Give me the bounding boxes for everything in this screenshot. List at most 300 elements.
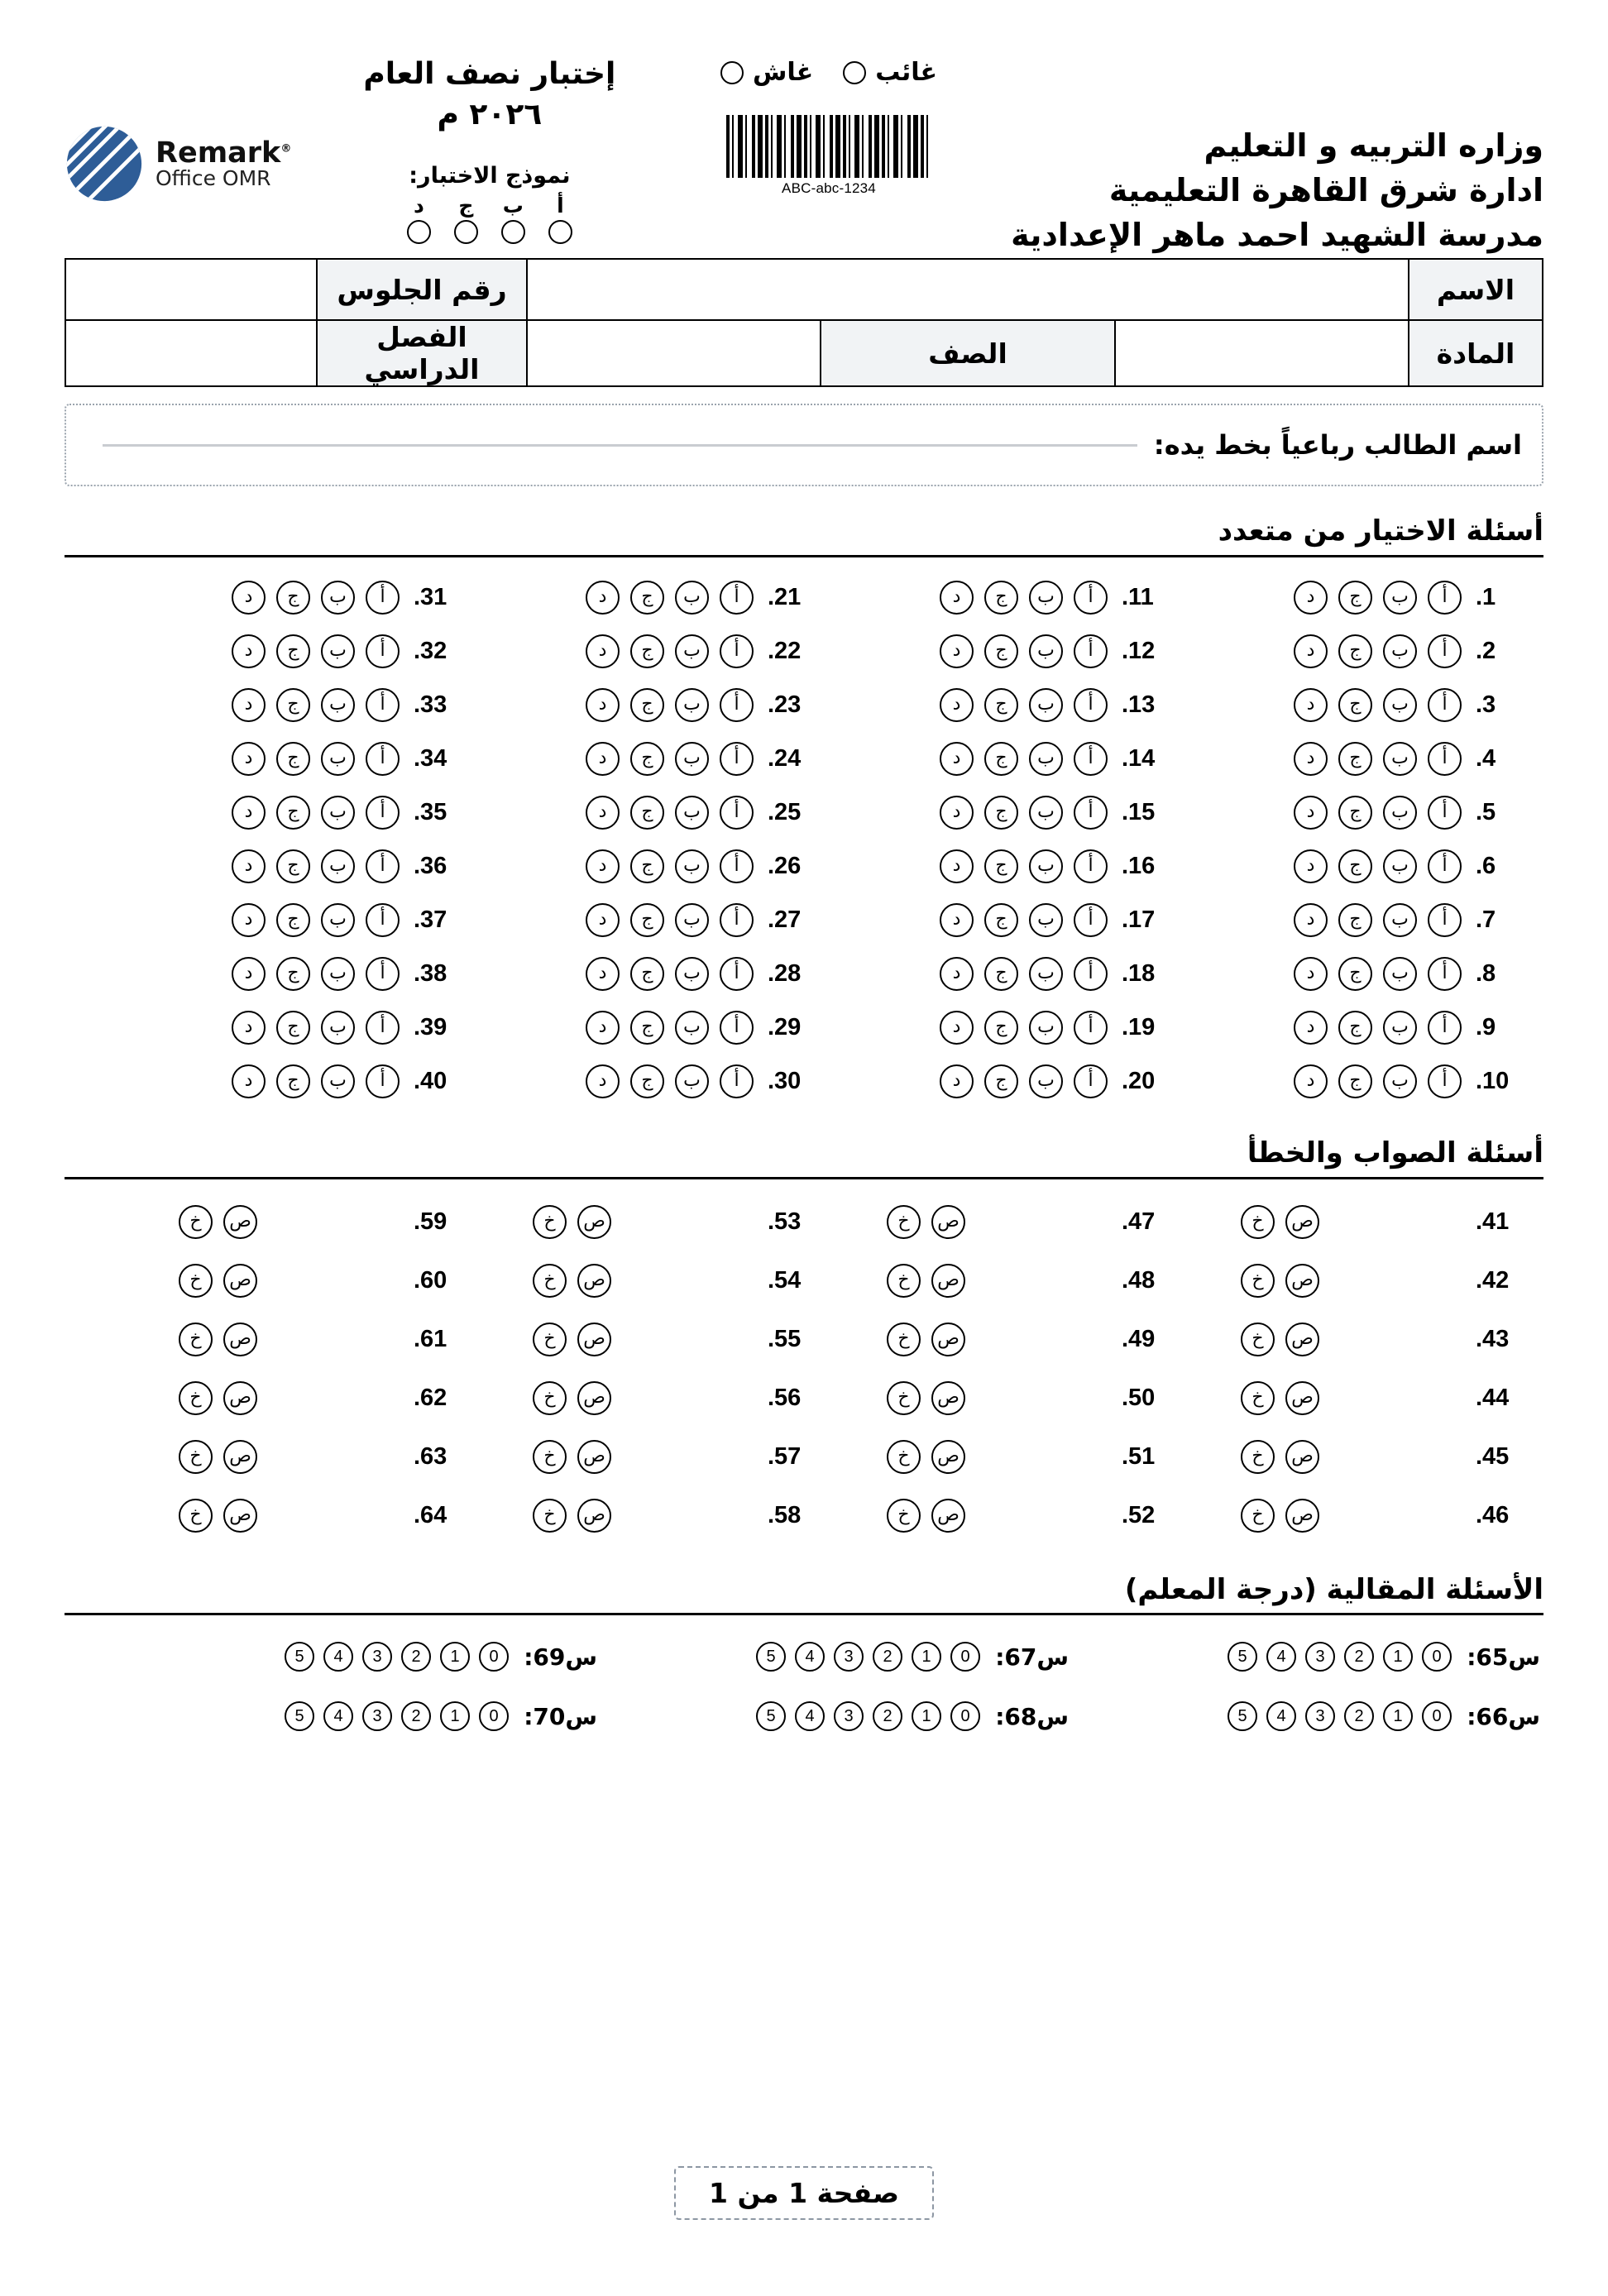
value-term[interactable]: [65, 320, 317, 386]
answer-bubble[interactable]: 4: [1266, 1701, 1296, 1731]
answer-bubble[interactable]: 3: [362, 1701, 392, 1731]
answer-bubble[interactable]: ص: [1285, 1499, 1319, 1533]
answer-bubble[interactable]: 5: [285, 1701, 314, 1731]
answer-bubble[interactable]: خ: [887, 1264, 921, 1298]
answer-bubble[interactable]: أ: [720, 1064, 754, 1098]
answer-bubble[interactable]: د: [232, 634, 266, 668]
answer-bubble[interactable]: خ: [179, 1499, 213, 1533]
answer-bubble[interactable]: ب: [1383, 634, 1417, 668]
answer-bubble[interactable]: أ: [366, 1011, 400, 1045]
answer-bubble[interactable]: د: [586, 634, 620, 668]
answer-bubble[interactable]: ج: [630, 1011, 664, 1045]
answer-bubble[interactable]: د: [1294, 796, 1328, 830]
answer-bubble[interactable]: 0: [479, 1642, 509, 1672]
answer-bubble[interactable]: أ: [1428, 688, 1462, 722]
form-version-option-d[interactable]: [407, 195, 431, 244]
question-number: .49: [1122, 1325, 1156, 1352]
answer-bubble[interactable]: ج: [276, 849, 310, 883]
answer-bubble[interactable]: د: [1294, 1064, 1328, 1098]
form-version-bubble-d[interactable]: [407, 220, 431, 244]
essay-grid: [65, 1627, 1543, 1746]
essay-section-rule: [65, 1613, 1543, 1615]
answer-bubble[interactable]: ب: [1029, 1064, 1063, 1098]
answer-bubble[interactable]: 5: [285, 1642, 314, 1672]
answer-bubble[interactable]: د: [940, 957, 974, 991]
answer-bubble[interactable]: د: [1294, 634, 1328, 668]
answer-bubble[interactable]: أ: [1074, 742, 1108, 776]
answer-bubble[interactable]: أ: [1428, 796, 1462, 830]
answer-bubble[interactable]: خ: [1241, 1205, 1275, 1239]
answer-bubble[interactable]: ب: [1383, 957, 1417, 991]
answer-bubble[interactable]: د: [1294, 581, 1328, 615]
answer-bubble[interactable]: 2: [1344, 1642, 1374, 1672]
answer-bubble[interactable]: ب: [321, 634, 355, 668]
answer-bubble[interactable]: أ: [1074, 903, 1108, 937]
answer-bubble[interactable]: أ: [366, 581, 400, 615]
answer-bubble[interactable]: ص: [223, 1323, 257, 1356]
answer-bubble[interactable]: أ: [1074, 1064, 1108, 1098]
answer-bubble[interactable]: ج: [1338, 688, 1372, 722]
answer-bubble[interactable]: ج: [630, 742, 664, 776]
answer-bubble[interactable]: ص: [223, 1264, 257, 1298]
answer-bubble[interactable]: أ: [366, 957, 400, 991]
question-number: .56: [768, 1384, 802, 1411]
answer-bubble[interactable]: 2: [1344, 1701, 1374, 1731]
answer-bubble[interactable]: ج: [984, 1011, 1018, 1045]
answer-bubble[interactable]: ب: [1383, 688, 1417, 722]
answer-bubble[interactable]: أ: [1074, 688, 1108, 722]
answer-bubble[interactable]: 1: [1383, 1642, 1413, 1672]
form-version-option-c[interactable]: [454, 195, 478, 244]
answer-bubble[interactable]: 4: [323, 1701, 353, 1731]
flag-absent-bubble[interactable]: [843, 61, 866, 84]
answer-bubble[interactable]: أ: [720, 796, 754, 830]
answer-bubble[interactable]: أ: [720, 1011, 754, 1045]
answer-bubble[interactable]: ج: [984, 849, 1018, 883]
answer-bubble[interactable]: ص: [577, 1264, 611, 1298]
truefalse-question-row: [127, 1369, 481, 1428]
handwritten-name-box[interactable]: [65, 404, 1543, 486]
answer-bubble[interactable]: د: [232, 1064, 266, 1098]
answer-bubble[interactable]: 4: [795, 1642, 825, 1672]
answer-bubble[interactable]: ب: [1029, 688, 1063, 722]
answer-bubble[interactable]: 0: [950, 1642, 980, 1672]
answer-bubble[interactable]: خ: [179, 1323, 213, 1356]
answer-bubble[interactable]: ج: [276, 742, 310, 776]
answer-bubble[interactable]: ج: [276, 903, 310, 937]
essay-section-title: الأسئلة المقالية (درجة المعلم): [1124, 1572, 1543, 1606]
answer-bubble[interactable]: ج: [630, 581, 664, 615]
answer-bubble[interactable]: خ: [887, 1381, 921, 1415]
form-version-letter-d: د: [413, 194, 424, 218]
answer-bubble[interactable]: ج: [276, 957, 310, 991]
truefalse-section-title: أسئلة الصواب والخطأ: [1247, 1136, 1543, 1170]
answer-bubble[interactable]: د: [232, 903, 266, 937]
answer-bubble[interactable]: ص: [1285, 1440, 1319, 1474]
status-flags: [720, 58, 937, 87]
answer-bubble[interactable]: ص: [223, 1440, 257, 1474]
answer-bubble[interactable]: ج: [1338, 796, 1372, 830]
answer-bubble[interactable]: د: [1294, 849, 1328, 883]
answer-bubble[interactable]: د: [232, 849, 266, 883]
question-number: .47: [1122, 1208, 1156, 1235]
mcq-question-row: [481, 678, 835, 732]
answer-bubble[interactable]: ج: [984, 957, 1018, 991]
essay-question-row: [1072, 1627, 1543, 1686]
answer-bubble[interactable]: د: [1294, 957, 1328, 991]
answer-bubble[interactable]: 3: [362, 1642, 392, 1672]
answer-bubble[interactable]: 2: [873, 1642, 902, 1672]
answer-bubble[interactable]: ج: [1338, 903, 1372, 937]
answer-bubble[interactable]: أ: [1074, 796, 1108, 830]
answer-bubble[interactable]: خ: [533, 1440, 567, 1474]
answer-bubble[interactable]: أ: [1074, 581, 1108, 615]
answer-bubble[interactable]: ب: [321, 903, 355, 937]
value-grade[interactable]: [527, 320, 821, 386]
answer-bubble[interactable]: د: [232, 1011, 266, 1045]
answer-bubble[interactable]: ص: [577, 1499, 611, 1533]
answer-bubble[interactable]: ص: [931, 1499, 965, 1533]
answer-bubble[interactable]: ب: [1029, 796, 1063, 830]
answer-bubble[interactable]: أ: [1428, 742, 1462, 776]
answer-bubble[interactable]: د: [232, 688, 266, 722]
answer-bubble[interactable]: ب: [1029, 903, 1063, 937]
answer-bubble[interactable]: ج: [276, 796, 310, 830]
answer-bubble[interactable]: ج: [1338, 581, 1372, 615]
answer-bubble[interactable]: ص: [577, 1381, 611, 1415]
answer-bubble[interactable]: د: [232, 957, 266, 991]
answer-bubble[interactable]: 2: [401, 1642, 431, 1672]
answer-bubble[interactable]: ب: [1029, 1011, 1063, 1045]
answer-bubble[interactable]: د: [1294, 688, 1328, 722]
answer-bubble[interactable]: 5: [1228, 1642, 1257, 1672]
answer-bubble[interactable]: ب: [321, 581, 355, 615]
answer-bubble[interactable]: أ: [1428, 903, 1462, 937]
answer-bubble[interactable]: ب: [1383, 1064, 1417, 1098]
form-version-option-a[interactable]: [548, 195, 572, 244]
answer-bubble[interactable]: ب: [675, 1064, 709, 1098]
answer-bubble[interactable]: ب: [321, 849, 355, 883]
answer-bubble[interactable]: ص: [931, 1205, 965, 1239]
question-number: .39: [414, 1013, 447, 1040]
answer-bubble[interactable]: ج: [984, 634, 1018, 668]
answer-bubble[interactable]: أ: [720, 903, 754, 937]
answer-bubble[interactable]: 0: [479, 1701, 509, 1731]
answer-bubble[interactable]: خ: [1241, 1381, 1275, 1415]
answer-bubble[interactable]: ب: [321, 957, 355, 991]
answer-bubble[interactable]: 4: [795, 1701, 825, 1731]
flag-absent[interactable]: [843, 58, 937, 87]
answer-bubble[interactable]: د: [586, 796, 620, 830]
answer-bubble[interactable]: ص: [577, 1440, 611, 1474]
answer-bubble[interactable]: ب: [675, 1011, 709, 1045]
answer-bubble[interactable]: 1: [440, 1701, 470, 1731]
answer-bubble[interactable]: أ: [366, 903, 400, 937]
answer-bubble[interactable]: أ: [1428, 849, 1462, 883]
answer-bubble[interactable]: ب: [1383, 581, 1417, 615]
question-number: .10: [1476, 1067, 1510, 1094]
answer-bubble[interactable]: ج: [630, 1064, 664, 1098]
answer-bubble[interactable]: ب: [675, 742, 709, 776]
answer-bubble[interactable]: ص: [1285, 1264, 1319, 1298]
answer-bubble[interactable]: ص: [577, 1205, 611, 1239]
mcq-section-rule: [65, 555, 1543, 557]
answer-bubble[interactable]: أ: [366, 849, 400, 883]
answer-bubble[interactable]: ب: [321, 796, 355, 830]
answer-bubble[interactable]: د: [586, 1011, 620, 1045]
answer-bubble[interactable]: ص: [931, 1381, 965, 1415]
answer-bubble[interactable]: ج: [630, 688, 664, 722]
answer-bubble[interactable]: ج: [630, 634, 664, 668]
answer-bubble[interactable]: 2: [401, 1701, 431, 1731]
answer-bubble[interactable]: د: [586, 957, 620, 991]
answer-bubble[interactable]: ب: [675, 903, 709, 937]
answer-bubble[interactable]: ج: [276, 688, 310, 722]
question-number: .21: [768, 583, 802, 610]
answer-bubble[interactable]: ص: [223, 1205, 257, 1239]
answer-bubble[interactable]: أ: [1428, 1011, 1462, 1045]
answer-bubble[interactable]: ب: [1383, 903, 1417, 937]
answer-bubble[interactable]: د: [586, 688, 620, 722]
answer-bubble[interactable]: د: [940, 796, 974, 830]
answer-bubble[interactable]: ص: [931, 1264, 965, 1298]
answer-bubble[interactable]: 3: [1305, 1701, 1335, 1731]
answer-bubble[interactable]: ب: [675, 957, 709, 991]
answer-bubble[interactable]: أ: [1074, 849, 1108, 883]
form-version-letter-b: ب: [502, 194, 524, 218]
answer-bubble[interactable]: ج: [984, 796, 1018, 830]
answer-bubble[interactable]: أ: [1074, 1011, 1108, 1045]
answer-bubble[interactable]: خ: [1241, 1499, 1275, 1533]
truefalse-question-row: [1189, 1369, 1543, 1428]
answer-bubble[interactable]: 4: [1266, 1642, 1296, 1672]
flag-cheating-bubble[interactable]: [720, 61, 744, 84]
answer-bubble[interactable]: ج: [1338, 1064, 1372, 1098]
answer-bubble[interactable]: ب: [1383, 742, 1417, 776]
answer-bubble[interactable]: ب: [675, 849, 709, 883]
answer-bubble[interactable]: ج: [1338, 634, 1372, 668]
answer-bubble[interactable]: خ: [179, 1381, 213, 1415]
question-number: .36: [414, 852, 447, 879]
answer-bubble[interactable]: ج: [630, 796, 664, 830]
answer-bubble[interactable]: أ: [1074, 634, 1108, 668]
answer-bubble[interactable]: د: [1294, 1011, 1328, 1045]
answer-bubble[interactable]: د: [940, 903, 974, 937]
form-version-bubble-a[interactable]: [548, 220, 572, 244]
answer-bubble[interactable]: أ: [366, 1064, 400, 1098]
answer-bubble[interactable]: خ: [179, 1264, 213, 1298]
answer-bubble[interactable]: خ: [887, 1440, 921, 1474]
answer-bubble[interactable]: خ: [887, 1499, 921, 1533]
answer-bubble[interactable]: 5: [756, 1642, 786, 1672]
answer-bubble[interactable]: ب: [1029, 581, 1063, 615]
answer-bubble[interactable]: خ: [533, 1205, 567, 1239]
answer-bubble[interactable]: 5: [1228, 1701, 1257, 1731]
form-version-option-b[interactable]: [501, 195, 525, 244]
answer-bubble[interactable]: ج: [984, 581, 1018, 615]
answer-bubble[interactable]: 0: [1422, 1642, 1452, 1672]
answer-bubble[interactable]: ج: [630, 957, 664, 991]
answer-bubble[interactable]: ج: [276, 1011, 310, 1045]
answer-bubble[interactable]: أ: [720, 688, 754, 722]
answer-bubble[interactable]: ج: [984, 742, 1018, 776]
answer-bubble[interactable]: ج: [1338, 742, 1372, 776]
essay-question-label: س68:: [995, 1702, 1069, 1730]
answer-bubble[interactable]: خ: [533, 1381, 567, 1415]
question-number: .6: [1476, 852, 1496, 879]
answer-bubble[interactable]: ج: [630, 903, 664, 937]
answer-bubble[interactable]: أ: [720, 742, 754, 776]
answer-bubble[interactable]: أ: [366, 742, 400, 776]
answer-bubble[interactable]: د: [232, 581, 266, 615]
answer-bubble[interactable]: ج: [276, 1064, 310, 1098]
answer-bubble[interactable]: ص: [577, 1323, 611, 1356]
answer-bubble[interactable]: د: [1294, 742, 1328, 776]
answer-bubble[interactable]: د: [586, 742, 620, 776]
answer-bubble[interactable]: 3: [834, 1642, 864, 1672]
answer-bubble[interactable]: د: [940, 1064, 974, 1098]
form-version-bubble-c[interactable]: [454, 220, 478, 244]
question-number: .62: [414, 1384, 447, 1411]
answer-bubble[interactable]: خ: [887, 1323, 921, 1356]
value-name[interactable]: [527, 259, 1409, 320]
answer-bubble[interactable]: د: [232, 742, 266, 776]
answer-bubble[interactable]: خ: [1241, 1440, 1275, 1474]
answer-bubble[interactable]: ب: [321, 688, 355, 722]
answer-bubble[interactable]: ب: [675, 581, 709, 615]
answer-bubble[interactable]: د: [586, 1064, 620, 1098]
answer-bubble[interactable]: أ: [366, 688, 400, 722]
answer-bubble[interactable]: أ: [1428, 957, 1462, 991]
answer-bubble[interactable]: أ: [720, 957, 754, 991]
answer-bubble[interactable]: ب: [675, 796, 709, 830]
answer-bubble[interactable]: ج: [1338, 849, 1372, 883]
answer-bubble[interactable]: ص: [931, 1440, 965, 1474]
answer-bubble[interactable]: د: [940, 849, 974, 883]
answer-bubble[interactable]: خ: [1241, 1323, 1275, 1356]
answer-bubble[interactable]: ج: [630, 849, 664, 883]
answer-bubble[interactable]: د: [940, 742, 974, 776]
answer-bubble[interactable]: ب: [675, 634, 709, 668]
answer-bubble[interactable]: 1: [912, 1701, 941, 1731]
answer-bubble[interactable]: ص: [1285, 1381, 1319, 1415]
answer-bubble[interactable]: ج: [276, 634, 310, 668]
answer-bubble[interactable]: أ: [720, 581, 754, 615]
answer-bubble[interactable]: أ: [366, 634, 400, 668]
answer-bubble[interactable]: د: [940, 634, 974, 668]
answer-bubble[interactable]: أ: [1428, 581, 1462, 615]
answer-bubble[interactable]: د: [940, 688, 974, 722]
truefalse-question-row: [481, 1310, 835, 1369]
answer-bubble[interactable]: 0: [950, 1701, 980, 1731]
answer-bubble[interactable]: د: [940, 581, 974, 615]
answer-bubble[interactable]: خ: [1241, 1264, 1275, 1298]
flag-cheating[interactable]: [720, 58, 813, 87]
truefalse-question-row: [127, 1193, 481, 1251]
answer-bubble[interactable]: ب: [1383, 849, 1417, 883]
answer-bubble[interactable]: ج: [984, 1064, 1018, 1098]
form-version-bubble-b[interactable]: [501, 220, 525, 244]
answer-bubble[interactable]: خ: [533, 1499, 567, 1533]
answer-bubble[interactable]: خ: [179, 1440, 213, 1474]
answer-bubble[interactable]: د: [586, 581, 620, 615]
value-seat-number[interactable]: [65, 259, 317, 320]
answer-bubble[interactable]: د: [1294, 903, 1328, 937]
answer-bubble[interactable]: ب: [321, 1011, 355, 1045]
answer-bubble[interactable]: أ: [720, 849, 754, 883]
answer-bubble[interactable]: ب: [1029, 849, 1063, 883]
answer-bubble[interactable]: خ: [179, 1205, 213, 1239]
answer-bubble[interactable]: د: [232, 796, 266, 830]
question-number: .63: [414, 1442, 447, 1470]
mcq-question-row: [481, 786, 835, 839]
answer-bubble[interactable]: ب: [1029, 634, 1063, 668]
question-number: .28: [768, 959, 802, 987]
answer-bubble[interactable]: خ: [533, 1264, 567, 1298]
answer-bubble[interactable]: ب: [1029, 957, 1063, 991]
question-number: .32: [414, 637, 447, 664]
answer-bubble[interactable]: 3: [834, 1701, 864, 1731]
answer-bubble[interactable]: 1: [912, 1642, 941, 1672]
question-number: .41: [1476, 1208, 1510, 1235]
answer-bubble[interactable]: ص: [223, 1499, 257, 1533]
answer-bubble[interactable]: خ: [533, 1323, 567, 1356]
question-number: .51: [1122, 1442, 1156, 1470]
answer-bubble[interactable]: ج: [984, 903, 1018, 937]
answer-bubble[interactable]: د: [586, 849, 620, 883]
answer-bubble[interactable]: ب: [321, 1064, 355, 1098]
answer-bubble[interactable]: ج: [1338, 1011, 1372, 1045]
truefalse-question-row: [481, 1486, 835, 1545]
answer-bubble[interactable]: ص: [931, 1323, 965, 1356]
answer-bubble[interactable]: ج: [276, 581, 310, 615]
essay-question-label: س65:: [1467, 1643, 1540, 1671]
answer-bubble[interactable]: د: [586, 903, 620, 937]
answer-bubble[interactable]: ب: [1383, 796, 1417, 830]
answer-bubble[interactable]: 1: [440, 1642, 470, 1672]
mcq-column-1: [1189, 571, 1543, 1108]
question-number: .19: [1122, 1013, 1156, 1040]
answer-bubble[interactable]: أ: [1428, 1064, 1462, 1098]
answer-bubble[interactable]: 2: [873, 1701, 902, 1731]
answer-bubble[interactable]: ب: [1029, 742, 1063, 776]
answer-bubble[interactable]: 1: [1383, 1701, 1413, 1731]
value-subject[interactable]: [1115, 320, 1409, 386]
answer-bubble[interactable]: ص: [223, 1381, 257, 1415]
answer-bubble[interactable]: ب: [1383, 1011, 1417, 1045]
mcq-question-row: [1189, 1001, 1543, 1055]
answer-bubble[interactable]: ب: [321, 742, 355, 776]
answer-bubble[interactable]: أ: [366, 796, 400, 830]
answer-bubble[interactable]: 5: [756, 1701, 786, 1731]
answer-bubble[interactable]: أ: [1428, 634, 1462, 668]
answer-bubble[interactable]: أ: [1074, 957, 1108, 991]
answer-bubble[interactable]: 3: [1305, 1642, 1335, 1672]
answer-bubble[interactable]: ج: [1338, 957, 1372, 991]
answer-bubble[interactable]: ب: [675, 688, 709, 722]
answer-bubble[interactable]: ص: [1285, 1323, 1319, 1356]
answer-bubble[interactable]: ج: [984, 688, 1018, 722]
answer-bubble[interactable]: د: [940, 1011, 974, 1045]
mcq-question-row: [481, 839, 835, 893]
answer-bubble[interactable]: 4: [323, 1642, 353, 1672]
answer-bubble[interactable]: ص: [1285, 1205, 1319, 1239]
answer-bubble[interactable]: أ: [720, 634, 754, 668]
answer-bubble[interactable]: 0: [1422, 1701, 1452, 1731]
truefalse-question-row: [835, 1369, 1189, 1428]
mcq-column-3: [481, 571, 835, 1108]
answer-bubble[interactable]: خ: [887, 1205, 921, 1239]
